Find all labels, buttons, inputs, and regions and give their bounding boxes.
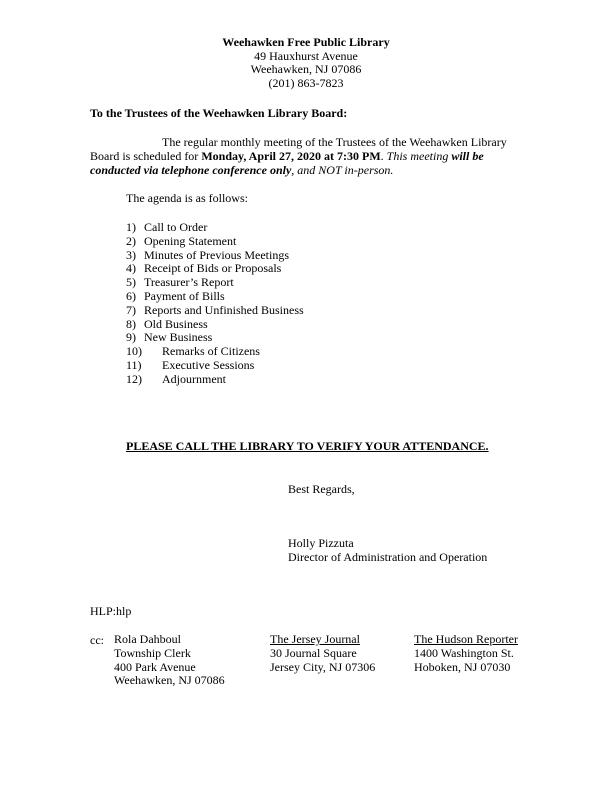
meeting-text-part2: . [380, 149, 387, 163]
cc-recipient-street: 30 Journal Square [270, 645, 357, 660]
agenda-item-text: New Business [144, 330, 213, 345]
library-name: Weehawken Free Public Library [222, 35, 390, 49]
agenda-item-text: Old Business [144, 316, 208, 331]
library-street: 49 Hauxhurst Avenue [254, 48, 358, 63]
agenda-item [126, 330, 213, 345]
agenda-item [126, 358, 255, 372]
closing: Best Regards, [288, 482, 355, 496]
agenda-item [126, 316, 208, 331]
letterhead [0, 36, 612, 90]
meeting-date: Monday, April 27, 2020 at 7:30 PM [201, 149, 381, 163]
signer-title: Director of Administration and Operation [288, 550, 488, 564]
meeting-note-italic2: , and NOT in-person. [291, 163, 394, 177]
agenda-item-number: 5) [126, 275, 136, 290]
agenda-item-number: 9) [126, 330, 136, 345]
library-city: Weehawken, NJ 07086 [250, 62, 362, 76]
meeting-paragraph [90, 135, 510, 177]
agenda-item [126, 344, 260, 359]
meeting-text-part1: The regular monthly meeting of the Trustees of the Weehawken Library Board is scheduled for [90, 135, 507, 163]
attendance-notice: PLEASE CALL THE LIBRARY TO VERIFY YOUR ATTENDANCE. [126, 439, 489, 453]
agenda-item [126, 289, 225, 303]
agenda-item-number: 4) [126, 261, 136, 276]
agenda-item-text: Receipt of Bids or Proposals [144, 261, 282, 276]
signature-block [288, 536, 487, 564]
signer-name: Holly Pizzuta [288, 536, 354, 550]
salutation: To the Trustees of the Weehawken Library Board: [90, 106, 348, 120]
agenda-intro: The agenda is as follows: [126, 191, 248, 205]
cc-recipient-township [114, 633, 225, 688]
cc-recipient-street: 400 Park Avenue [114, 659, 196, 674]
agenda-item-text: Payment of Bills [144, 289, 225, 303]
agenda-item-number: 7) [126, 302, 136, 317]
agenda-item [126, 247, 289, 262]
agenda-item [126, 275, 234, 290]
agenda-item [126, 233, 237, 248]
cc-recipient-jersey-journal [270, 633, 375, 674]
cc-recipient-city: Weehawken, NJ 07086 [114, 673, 225, 688]
agenda-item [126, 302, 304, 317]
agenda-item-text: Reports and Unfinished Business [144, 302, 304, 317]
cc-recipient-name: The Hudson Reporter [414, 632, 518, 646]
meeting-note-italic1: This meeting [386, 149, 452, 163]
cc-recipient-city: Jersey City, NJ 07306 [270, 659, 376, 674]
agenda-item-text: Remarks of Citizens [162, 344, 260, 359]
library-phone: (201) 863-7823 [268, 75, 344, 90]
cc-recipient-name: The Jersey Journal [270, 632, 360, 646]
cc-recipient-street: 1400 Washington St. [414, 645, 514, 660]
agenda-item-text: Minutes of Previous Meetings [144, 247, 289, 262]
cc-recipient-hudson-reporter [414, 633, 518, 674]
agenda-item-number: 3) [126, 247, 136, 262]
agenda-item-number: 10) [126, 344, 142, 359]
agenda-item-number: 11) [126, 358, 142, 372]
cc-recipient-city: Hoboken, NJ 07030 [414, 659, 511, 674]
cc-recipient-title: Township Clerk [114, 645, 191, 660]
agenda-item-text: Opening Statement [144, 233, 237, 248]
agenda-item [126, 371, 226, 386]
initials: HLP:hlp [90, 604, 132, 618]
agenda-item-text: Treasurer’s Report [144, 275, 234, 290]
agenda-item-text: Call to Order [144, 220, 208, 234]
meeting-note-bold-italic: will be conducted via telephone conference only [90, 149, 484, 177]
agenda-item-number: 1) [126, 220, 136, 234]
agenda-item-text: Adjournment [162, 371, 226, 386]
cc-recipient-name: Rola Dahboul [114, 632, 181, 646]
agenda-item-number: 2) [126, 233, 136, 248]
agenda-item [126, 220, 208, 234]
agenda-item [126, 261, 282, 276]
agenda-item-number: 12) [126, 371, 142, 386]
agenda-item-number: 8) [126, 316, 136, 331]
cc-label: cc: [90, 633, 104, 647]
agenda-item-text: Executive Sessions [162, 358, 255, 372]
agenda-item-number: 6) [126, 289, 136, 303]
